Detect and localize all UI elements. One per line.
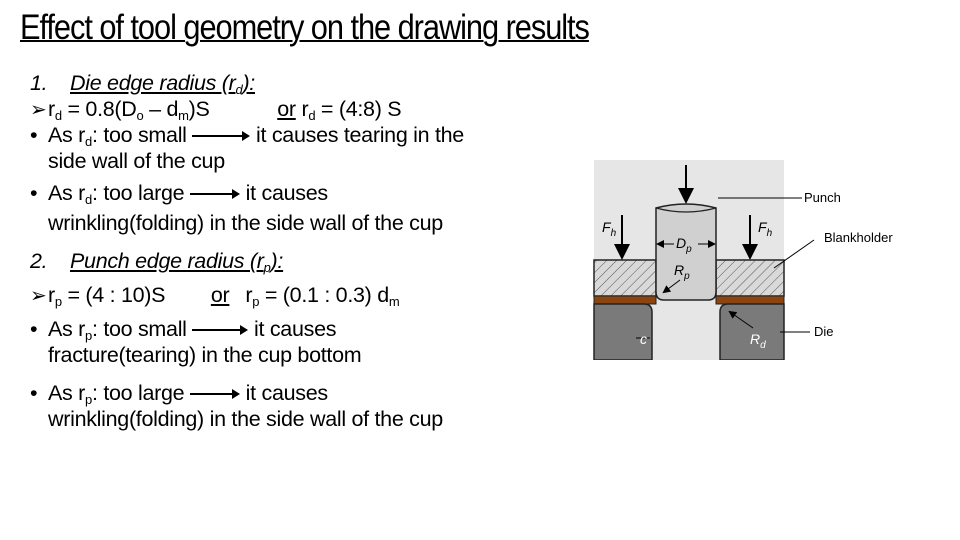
rd-label: $R_d$ (750, 331, 766, 351)
bullet-rd-large (30, 174, 570, 210)
bullet-text: it causes (245, 181, 328, 205)
formula-sub: m (178, 108, 189, 123)
sheet-left (594, 296, 656, 304)
formula-sub: p (54, 294, 62, 309)
bullet-text: : too small (91, 123, 187, 147)
bullet-rp-small-cont: fracture(tearing) in the cup bottom (48, 343, 362, 367)
blankholder-right (716, 260, 784, 296)
item-label-sub: p (263, 260, 271, 275)
blankholder-label: Blankholder (824, 230, 893, 245)
formula-text: r (245, 283, 253, 307)
rp-label: $R_p$ (674, 262, 690, 282)
formula-text: – d (143, 97, 179, 121)
bullet-text: : too large (91, 181, 185, 205)
dp-label: $D_p$ (676, 235, 692, 255)
bullet-sub: p (85, 328, 92, 343)
right-arrow-icon (190, 388, 240, 400)
arrow-bullet-icon: ➢ (30, 285, 47, 307)
right-arrow-icon (192, 324, 248, 336)
fh-right-label: $F_h$ (758, 219, 773, 239)
bullet-rd-small-cont: side wall of the cup (48, 149, 225, 173)
formula-text: r (295, 97, 309, 121)
right-arrow-icon (192, 130, 250, 142)
formula-sub: d (308, 108, 316, 123)
bullet-text: As r (48, 381, 86, 405)
slide-body (30, 70, 570, 432)
bullet-text: As r (48, 181, 86, 205)
or-label: or (210, 283, 230, 307)
item-number: 1. (30, 71, 48, 95)
bullet-rp-large (30, 380, 570, 406)
bullet-sub: p (85, 392, 92, 407)
bullet-text: : too small (91, 317, 187, 341)
or-label: or (277, 97, 296, 121)
sheet-right (716, 296, 784, 304)
fh-left-label: $F_h$ (602, 219, 617, 239)
bullet-icon: • (30, 181, 38, 205)
bullet-text: As r (48, 317, 86, 341)
formula-text: = (4:8) S (315, 97, 402, 121)
formula-text: r (48, 97, 55, 121)
bullet-rd-small (30, 122, 570, 148)
bullet-icon: • (30, 123, 38, 147)
right-arrow-icon (190, 188, 240, 200)
slide-title: Effect of tool geometry on the drawing results (20, 8, 589, 47)
deep-drawing-diagram (588, 160, 918, 360)
bullet-text: it causes tearing in the (256, 123, 464, 147)
bullet-text: As r (48, 123, 86, 147)
bullet-icon: • (30, 317, 38, 341)
rd-formula-line (30, 96, 570, 122)
numbered-item-die-radius (30, 70, 570, 96)
bullet-rd-large-cont: wrinkling(folding) in the side wall of the cup (48, 211, 443, 235)
clearance-label: c (640, 331, 647, 347)
formula-text: r (48, 283, 55, 307)
die-label: Die (814, 324, 834, 339)
item-label-sub: d (235, 82, 243, 97)
bullet-rp-small (30, 316, 570, 342)
formula-sub: p (252, 294, 260, 309)
formula-text: = (0.1 : 0.3) d (259, 283, 389, 307)
bullet-text: it causes (254, 317, 337, 341)
formula-sub: m (388, 294, 400, 309)
blankholder-left (594, 260, 656, 296)
rp-formula-line (30, 282, 570, 308)
punch-label: Punch (804, 190, 841, 205)
bullet-icon: • (30, 381, 38, 405)
formula-text: = (4 : 10)S (61, 283, 166, 307)
formula-text: )S (188, 97, 210, 121)
bullet-text: : too large (91, 381, 185, 405)
item-label-end: ): (270, 249, 284, 273)
bullet-rp-large-cont: wrinkling(folding) in the side wall of the cup (48, 407, 443, 431)
item-label: Punch edge radius (r (70, 249, 264, 273)
item-label: Die edge radius (r (70, 71, 236, 95)
formula-sub: d (54, 108, 62, 123)
bullet-sub: d (85, 192, 92, 207)
bullet-sub: d (85, 134, 92, 149)
arrow-bullet-icon: ➢ (30, 99, 47, 121)
numbered-item-punch-radius (30, 248, 570, 274)
item-label-end: ): (242, 71, 255, 95)
formula-text: = 0.8(D (61, 97, 137, 121)
bullet-text: it causes (245, 381, 328, 405)
item-number: 2. (30, 249, 48, 273)
formula-sub: o (136, 108, 144, 123)
